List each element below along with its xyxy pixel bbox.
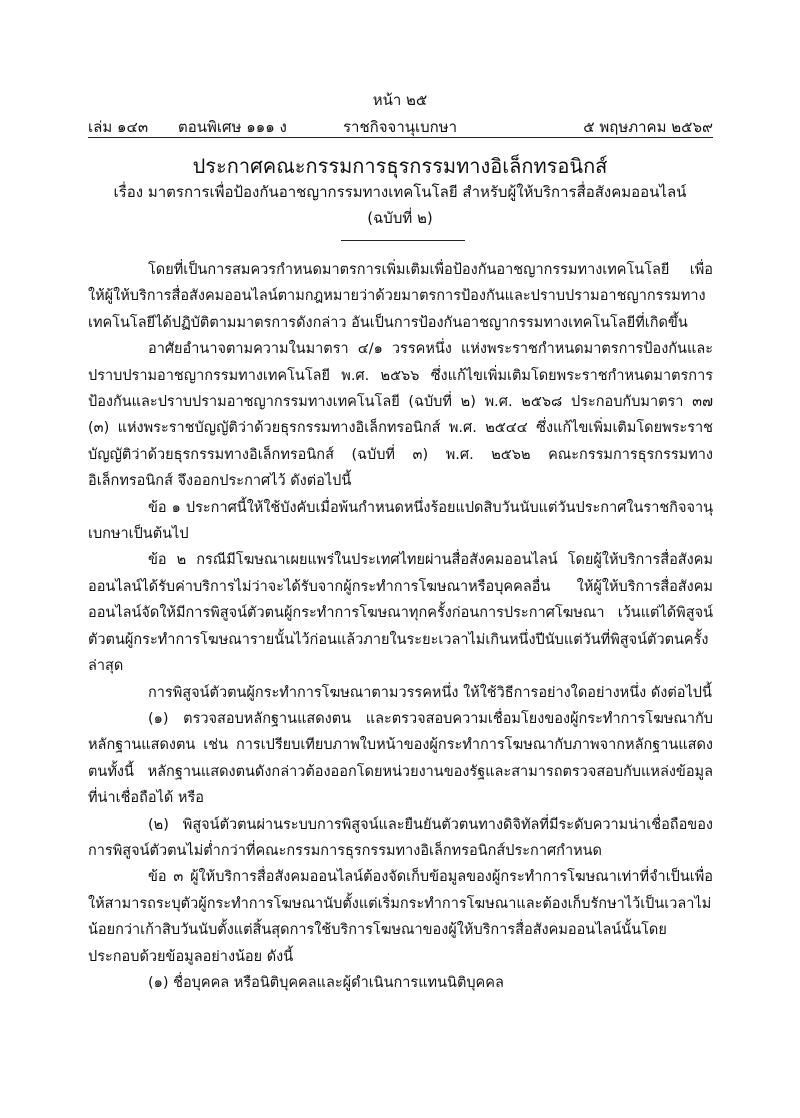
issue-number: ตอนพิเศษ ๑๑๑ ง [178,118,287,136]
gazette-header [88,115,713,137]
preamble-paragraph: โดยที่เป็นการสมควรกำหนดมาตรการเพิ่มเติมเพื่อป้องกันอาชญากรรมทางเทคโนโลยี เพื่อให้ผู้ให้บริการสื่อสังคมออนไลน์ตามกฎหมายว่าด้วยมาตรการป้องกันและปราบปรามอาชญากรรมทางเทคโนโลยีได้ปฏิบัติตามมาตรการดังกล่าว อันเป็นการป้องกันอาชญากรรมทางเทคโนโลยีที่เกิดขึ้น [88,262,713,331]
clause-1: ข้อ ๑ ประกาศนี้ให้ใช้บังคับเมื่อพ้นกำหนดหนึ่งร้อยแปดสิบวันนับแต่วันประกาศในราชกิจจานุเบกษาเป็นต้นไป [88,499,713,543]
clause-3: ข้อ ๓ ผู้ให้บริการสื่อสังคมออนไลน์ต้องจัดเก็บข้อมูลของผู้กระทำการโฆษณาเท่าที่จำเป็นเพื่อให้สามารถระบุตัวผู้กระทำการโฆษณานับตั้งแต่เริ่มกระทำการโฆษณาและต้องเก็บรักษาไว้เป็นเวลาไม่น้อยกว่าเก้าสิบวันนับตั้งแต่สิ้นสุดการใช้บริการโฆษณาของผู้ให้บริการสื่อสังคมออนไลน์นั้นโดยประกอบด้วยข้อมูลอย่างน้อย ดังนี้ [88,869,713,965]
clause-3-item-1: (๑) ชื่อบุคคล หรือนิติบุคคลและผู้ดำเนินการแทนนิติบุคคล [148,974,504,991]
clause-2-paragraph-2: การพิสูจน์ตัวตนผู้กระทำการโฆษณาตามวรรคหนึ่ง ให้ใช้วิธีการอย่างใดอย่างหนึ่ง ดังต่อไปนี้ [148,684,712,701]
publication-date: ๕ พฤษภาคม ๒๕๖๙ [583,118,713,136]
announcement-edition: (ฉบับที่ ๒) [367,209,433,227]
clause-2: ข้อ ๒ กรณีมีโฆษณาเผยแพร่ในประเทศไทยผ่านสื่อสังคมออนไลน์ โดยผู้ให้บริการสื่อสังคมออนไลน์ได้รับค่าบริการไม่ว่าจะได้รับจากผู้กระทำการโฆษณาหรือบุคคลอื่น ให้ผู้ให้บริการสื่อสังคมออนไลน์จัดให้มีการพิสูจน์ตัวตนผู้กระทำการโฆษณาทุกครั้งก่อนการประกาศโฆษณา เว้นแต่ได้พิสูจน์ตัวตนผู้กระทำการโฆษณารายนั้นไว้ก่อนแล้วภายในระยะเวลาไม่เกินหนึ่งปีนับแต่วันที่พิสูจน์ตัวตนครั้งล่าสุด [88,552,713,675]
announcement-body [88,257,713,996]
announcement-title: ประกาศคณะกรรมการธุรกรรมทางอิเล็กทรอนิกส์ [192,154,608,178]
page-number: หน้า ๒๕ [372,91,428,109]
header-divider [88,137,713,138]
announcement-subject: เรื่อง มาตรการเพื่อป้องกันอาชญากรรมทางเทคโนโลยี สำหรับผู้ให้บริการสื่อสังคมออนไลน์ [113,183,687,201]
volume-number: เล่ม ๑๔๓ [88,118,149,136]
gazette-name: ราชกิจจานุเบกษา [343,118,458,136]
clause-2-item-1: (๑) ตรวจสอบหลักฐานแสดงตน และตรวจสอบความเชื่อมโยงของผู้กระทำการโฆษณากับหลักฐานแสดงตน เช่น การเปรียบเทียบภาพใบหน้าของผู้กระทำการโฆษณากับภาพจากหลักฐานแสดงตนทั้งนี้ หลักฐานแสดงตนดังกล่าวต้องออกโดยหน่วยงานของรัฐและสามารถตรวจสอบกับแหล่งข้อมูลที่น่าเชื่อถือได้ หรือ [88,710,713,807]
title-divider [341,240,465,241]
authority-paragraph: อาศัยอำนาจตามความในมาตรา ๔/๑ วรรคหนึ่ง แห่งพระราชกำหนดมาตรการป้องกันและปราบปรามอาชญากรรมทางเทคโนโลยี พ.ศ. ๒๕๖๖ ซึ่งแก้ไขเพิ่มเติมโดยพระราชกำหนดมาตรการป้องกันและปราบปรามอาชญากรรมทางเทคโนโลยี (ฉบับที่ ๒) พ.ศ. ๒๕๖๘ ประกอบกับมาตรา ๓๗ (๓) แห่งพระราชบัญญัติว่าด้วยธุรกรรมทางอิเล็กทรอนิกส์ พ.ศ. ๒๕๔๔ ซึ่งแก้ไขเพิ่มเติมโดยพระราชบัญญัติว่าด้วยธุรกรรมทางอิเล็กทรอนิกส์ (ฉบับที่ ๓) พ.ศ. ๒๕๖๒ คณะกรรมการธุรกรรมทางอิเล็กทรอนิกส์ จึงออกประกาศไว้ ดังต่อไปนี้ [88,341,713,490]
clause-2-item-2: (๒) พิสูจน์ตัวตนผ่านระบบการพิสูจน์และยืนยันตัวตนทางดิจิทัลที่มีระดับความน่าเชื่อถือของการพิสูจน์ตัวตนไม่ต่ำกว่าที่คณะกรรมการธุรกรรมทางอิเล็กทรอนิกส์ประกาศกำหนด [88,816,713,859]
